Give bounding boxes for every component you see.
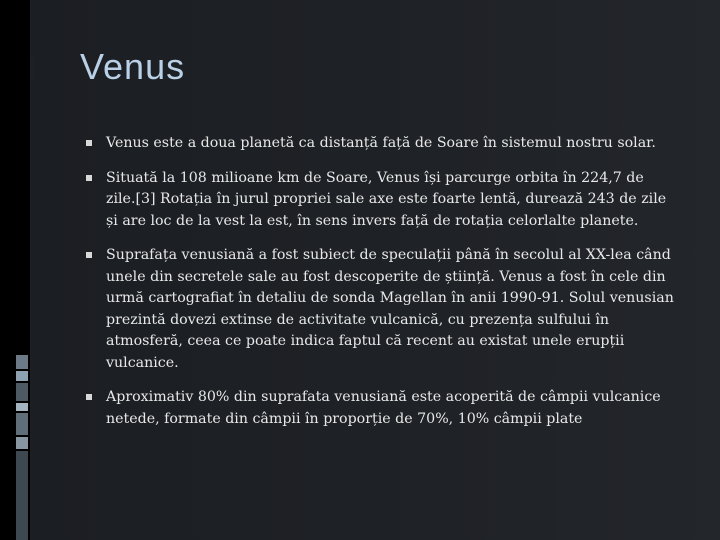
stripe bbox=[16, 437, 28, 449]
bullet-text: Venus este a doua planetă ca distanță față de Soare în sistemul nostru solar. bbox=[106, 135, 656, 151]
slide-title: Venus bbox=[80, 46, 186, 87]
bullet-text: Suprafața venusiană a fost subiect de speculații până în secolul al XX-lea când unele din secretele sale au fost descoperite de știință. Venus a fost în cele din urmă cartografiat în detaliu de sonda Magellan în anii 1990-91. Solul venusian prezintă dovezi extinse de activitate vulcanică, cu prezența sulfului în atmosferă, ceea ce poate indica faptul că recent au existat unele erupții vulcanice. bbox=[106, 247, 674, 371]
square-bullet-icon bbox=[86, 140, 92, 146]
bullet-list bbox=[86, 133, 676, 443]
bullet-item bbox=[86, 245, 676, 374]
stripe bbox=[16, 451, 28, 540]
decorative-stripes bbox=[16, 355, 28, 540]
square-bullet-icon bbox=[86, 394, 92, 400]
bullet-item bbox=[86, 133, 676, 155]
square-bullet-icon bbox=[86, 252, 92, 258]
bullet-text: Situată la 108 milioane km de Soare, Venus își parcurge orbita în 224,7 de zile.[3] Rotația în jurul propriei sale axe este foarte lentă, durează 243 de zile și are loc de la vest la est, în sens invers față de rotația celorlalte planete. bbox=[106, 169, 667, 229]
bullet-item bbox=[86, 168, 676, 233]
square-bullet-icon bbox=[86, 175, 92, 181]
title-accent-bar bbox=[18, 55, 30, 81]
stripe bbox=[16, 355, 28, 369]
bullet-text: Aproximativ 80% din suprafata venusiană este acoperită de câmpii vulcanice netede, formate din câmpii în proporție de 70%, 10% câmpii plate bbox=[106, 389, 661, 427]
title-accent-gap bbox=[30, 55, 35, 81]
stripe bbox=[16, 383, 28, 401]
stripe bbox=[16, 371, 28, 381]
bullet-item bbox=[86, 387, 676, 430]
stripe bbox=[16, 413, 28, 435]
stripe bbox=[16, 403, 28, 411]
